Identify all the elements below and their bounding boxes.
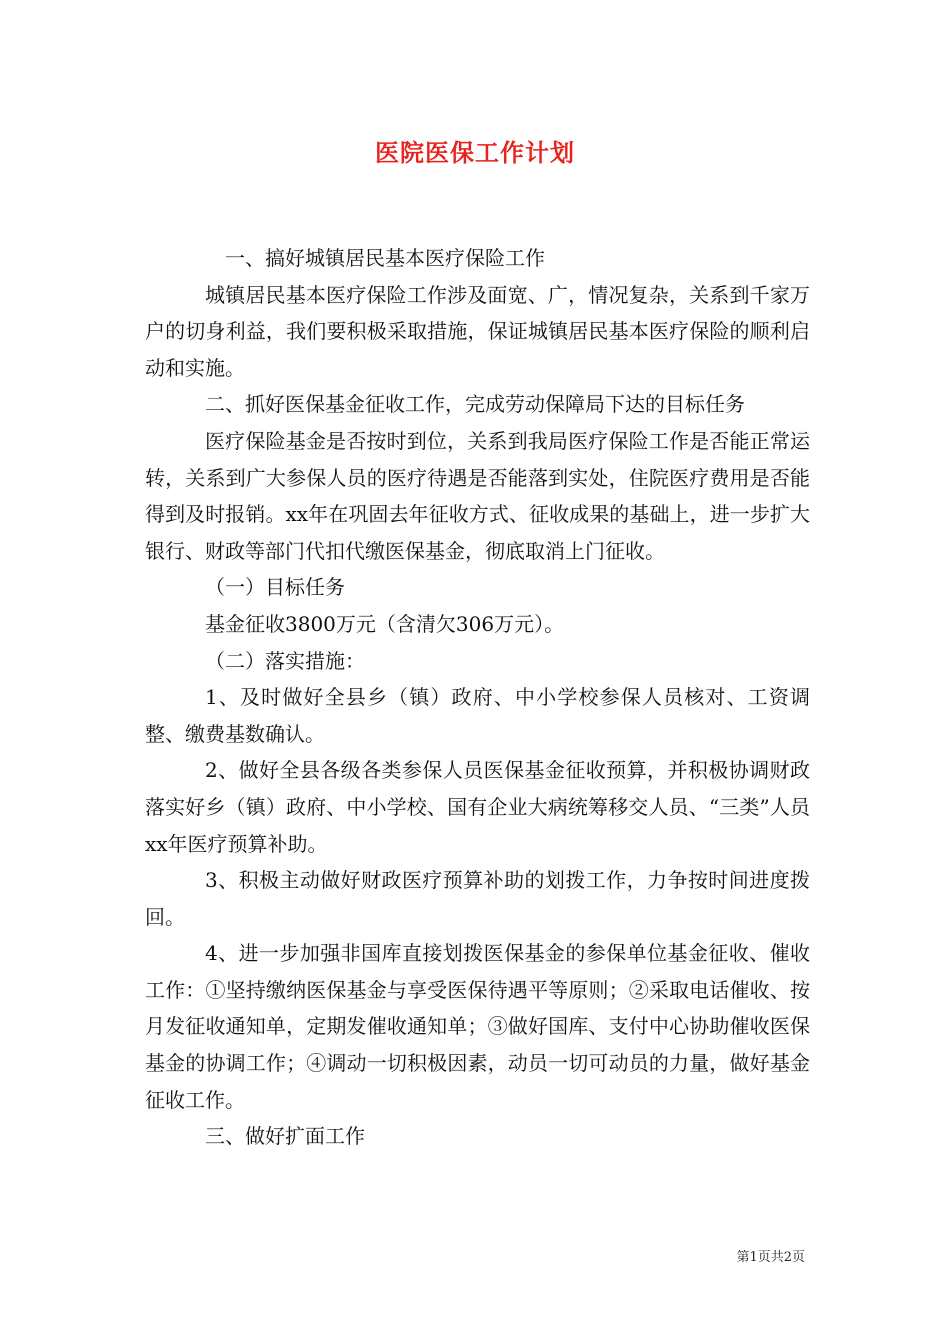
section-heading-3: 三、做好扩面工作 — [205, 1124, 365, 1149]
subsection-heading: （二）落实措施： — [205, 648, 365, 673]
document-body — [145, 240, 810, 1155]
subsection-heading: （一）目标任务 — [205, 575, 345, 600]
list-item: 3、积极主动做好财政医疗预算补助的划拨工作，力争按时间进度拨回。 — [145, 868, 810, 929]
page-number: 第1页共2页 — [736, 1250, 805, 1265]
paragraph: 医疗保险基金是否按时到位，关系到我局医疗保险工作是否能正常运转，关系到广大参保人员的医疗待遇是否能落到实处，住院医疗费用是否能得到及时报销。xx年在巩固去年征收方式、征收成果的基础上，进一步扩大银行、财政等部门代扣代缴医保基金，彻底取消上门征收。 — [145, 428, 810, 563]
paragraph: 基金征收3800万元（含清欠306万元）。 — [205, 611, 565, 636]
list-item: 1、及时做好全县乡（镇）政府、中小学校参保人员核对、工资调整、缴费基数确认。 — [145, 685, 810, 746]
section-heading-1: 一、搞好城镇居民基本医疗保险工作 — [225, 246, 545, 270]
section-heading-2: 二、抓好医保基金征收工作，完成劳动保障局下达的目标任务 — [205, 392, 745, 417]
list-item: 2、做好全县各级各类参保人员医保基金征收预算，并积极协调财政落实好乡（镇）政府、中小学校、国有企业大病统筹移交人员、“三类”人员xx年医疗预算补助。 — [145, 758, 810, 856]
paragraph: 城镇居民基本医疗保险工作涉及面宽、广，情况复杂，关系到千家万户的切身利益，我们要积极采取措施，保证城镇居民基本医疗保险的顺利启动和实施。 — [145, 282, 810, 380]
list-item: 4、进一步加强非国库直接划拨医保基金的参保单位基金征收、催收工作：①坚持缴纳医保基金与享受医保待遇平等原则；②采取电话催收、按月发征收通知单，定期发催收通知单；③做好国库、支付中心协助催收医保基金的协调工作；④调动一切积极因素，动员一切可动员的力量，做好基金征收工作。 — [145, 941, 810, 1112]
document-title: 医院医保工作计划 — [375, 138, 575, 167]
